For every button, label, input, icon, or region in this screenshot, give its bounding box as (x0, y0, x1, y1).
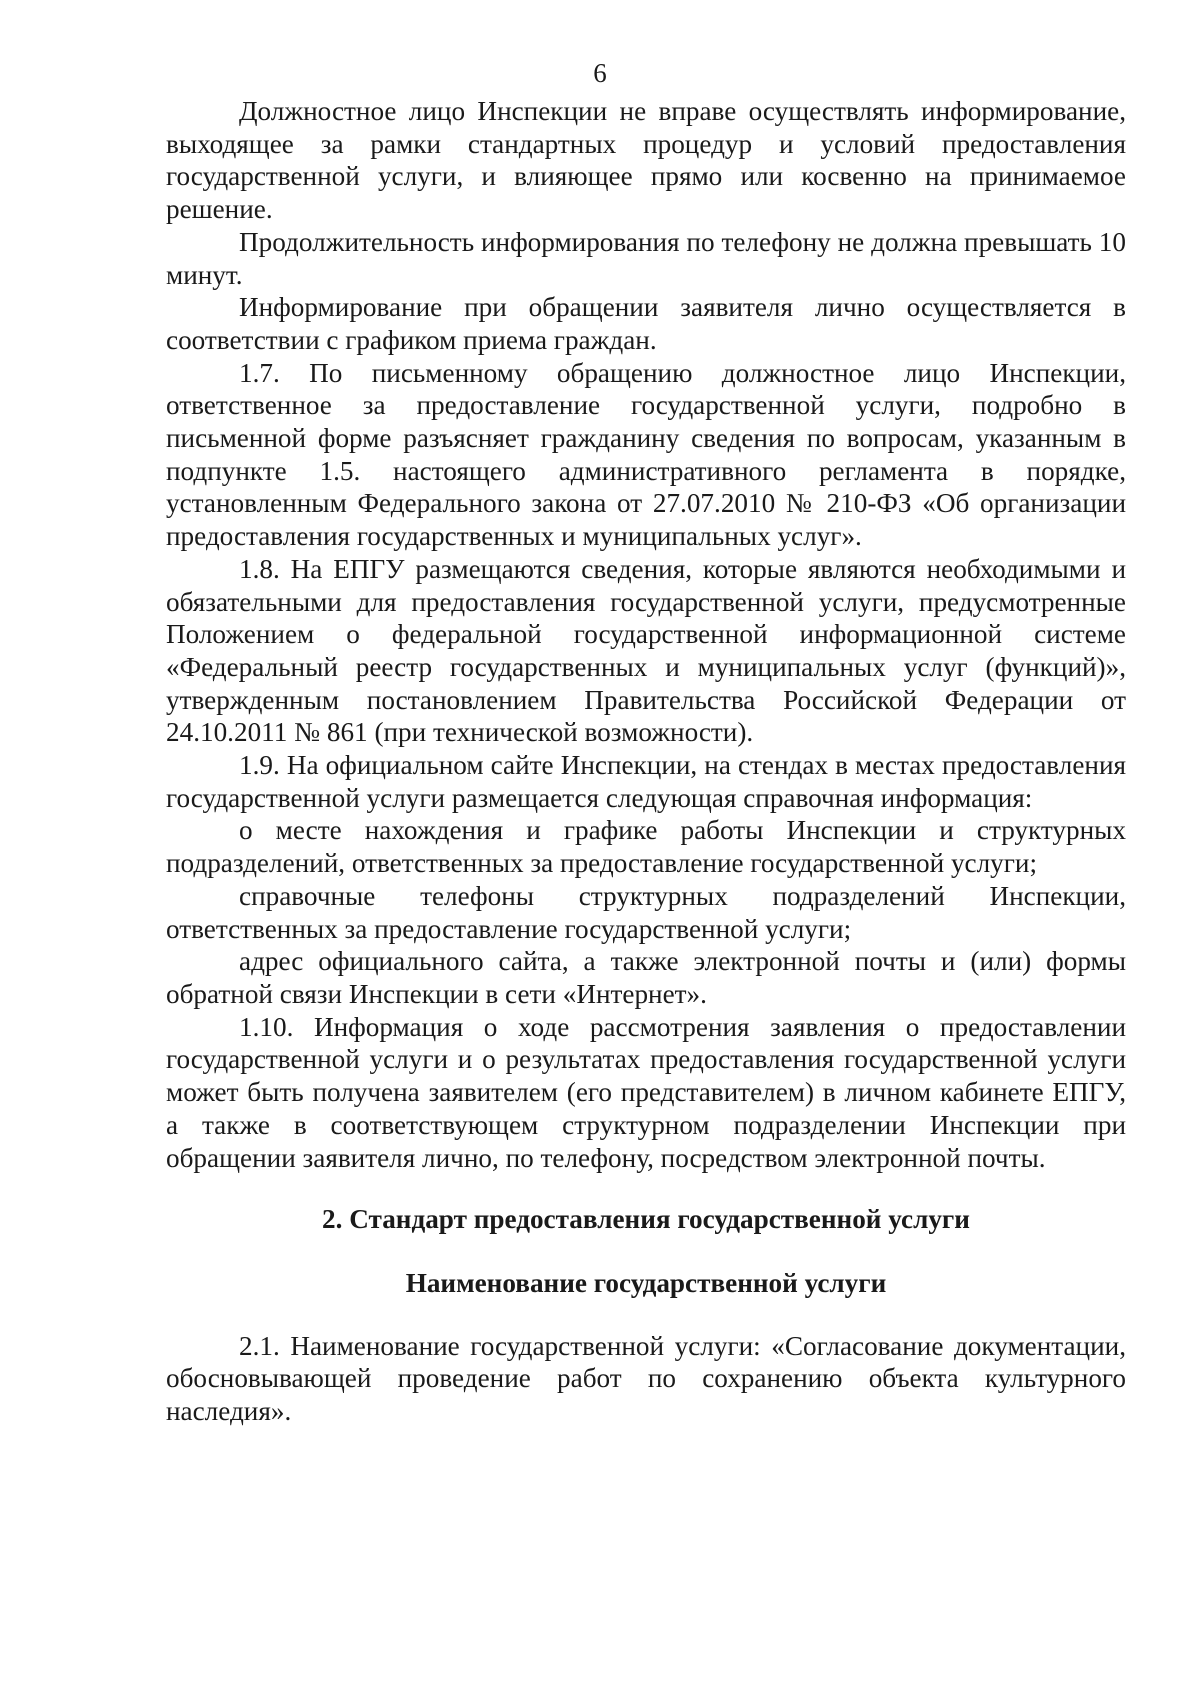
paragraph: Информирование при обращении заявителя лично осуществляется в соответствии с графиком приема граждан. (166, 292, 1126, 355)
paragraph-1-10: 1.10. Информация о ходе рассмотрения заявления о предоставлении государственной услуги и о результатах предоставления государственной услуги может быть получена заявителем (его представителем) в личном кабинете ЕПГУ, а также в соответствующем структурном подразделении Инспекции при обращении заявителя лично, по телефону, посредством электронной почты. (166, 1011, 1126, 1173)
paragraph-1-9: 1.9. На официальном сайте Инспекции, на стендах в местах предоставления государственной услуги размещается следующая справочная информация: (166, 750, 1126, 813)
paragraph: о месте нахождения и графике работы Инспекции и структурных подразделений, ответственных за предоставление государственной услуги; (166, 815, 1126, 879)
paragraph-1-7: 1.7. По письменному обращению должностное лицо Инспекции, ответственное за предоставление государственной услуги, подробно в письменной форме разъясняет гражданину сведения по вопросам, указанным в подпункте 1.5. настоящего административного регламента в порядке, установленным Федерального закона от 27.07.2010 № 210-ФЗ «Об организации предоставления государственных и муниципальных услуг». (166, 357, 1126, 552)
paragraph-1-8: 1.8. На ЕПГУ размещаются сведения, которые являются необходимыми и обязательными для предоставления государственной услуги, предусмотренные Положением о федеральной государственной информационной системе «Федеральный реестр государственных и муниципальных услуг (функций)», утвержденным постановлением Правительства Российской Федерации от 24.10.2011 № 861 (при технической возможности). (166, 553, 1126, 748)
subsection-heading: Наименование государственной услуги (405, 1267, 887, 1298)
page-number: 6 (593, 58, 607, 88)
paragraph: Должностное лицо Инспекции не вправе осуществлять информирование, выходящее за рамки стандартных процедур и условий предоставления государственной услуги, и влияющее прямо или косвенно на принимаемое решение. (166, 96, 1126, 225)
section-heading: 2. Стандарт предоставления государственной услуги (322, 1204, 970, 1235)
paragraph: справочные телефоны структурных подразделений Инспекции, ответственных за предоставление государственной услуги; (166, 880, 1126, 944)
paragraph-2-1: 2.1. Наименование государственной услуги: «Согласование документации, обосновывающей проведение работ по сохранению объекта культурного наследия». (166, 1330, 1126, 1427)
document-body (166, 95, 1126, 1428)
paragraph: адрес официального сайта, а также электронной почты и (или) формы обратной связи Инспекции в сети «Интернет». (166, 946, 1126, 1009)
paragraph: Продолжительность информирования по телефону не должна превышать 10 минут. (166, 226, 1126, 290)
